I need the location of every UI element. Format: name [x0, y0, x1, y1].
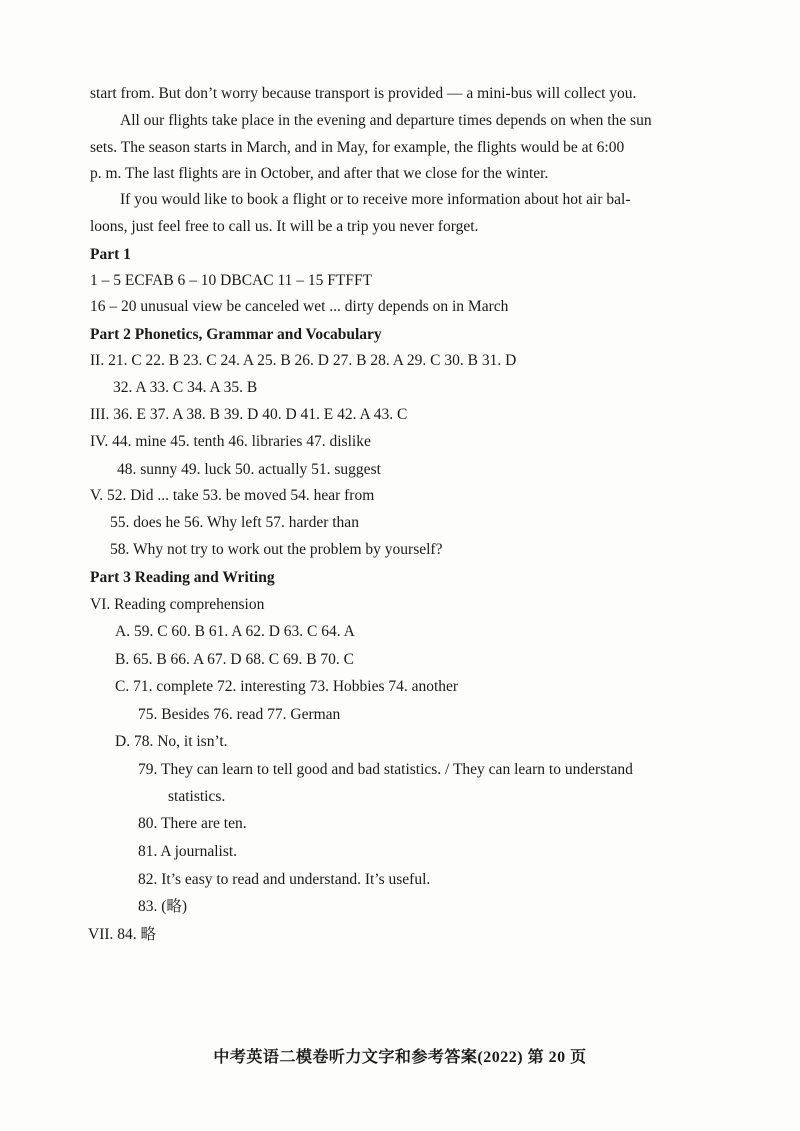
answer-83: 83. (略): [138, 898, 188, 915]
section-v-line-2: 55. does he 56. Why left 57. harder than: [110, 514, 359, 531]
page-footer: 中考英语二模卷听力文字和参考答案(2022) 第 20 页: [213, 1049, 587, 1066]
passage-line-6: loons, just feel free to call us. It will be a trip you never forget.: [90, 218, 479, 235]
section-b-line: B. 65. B 66. A 67. D 68. C 69. B 70. C: [115, 651, 354, 668]
passage-line-4: p. m. The last flights are in October, and after that we close for the winter.: [90, 165, 549, 182]
section-a-line: A. 59. C 60. B 61. A 62. D 63. C 64. A: [115, 623, 355, 640]
section-v-line-1: V. 52. Did ... take 53. be moved 54. hear from: [90, 487, 375, 504]
part1-heading: Part 1: [90, 246, 131, 263]
answer-81: 81. A journalist.: [138, 843, 238, 860]
section-vii-line: VII. 84. 略: [88, 926, 157, 943]
part1-answers-1: 1 – 5 ECFAB 6 – 10 DBCAC 11 – 15 FTFFT: [90, 272, 373, 289]
part3-heading: Part 3 Reading and Writing: [90, 569, 275, 586]
passage-line-1: start from. But don’t worry because transport is provided — a mini-bus will collect you.: [90, 85, 637, 102]
section-ii-line-1: II. 21. C 22. B 23. C 24. A 25. B 26. D 27. B 28. A 29. C 30. B 31. D: [90, 352, 517, 369]
section-c-line-2: 75. Besides 76. read 77. German: [138, 706, 341, 723]
section-vi-heading: VI. Reading comprehension: [90, 596, 265, 613]
passage-line-5: If you would like to book a flight or to receive more information about hot air bal-: [120, 191, 631, 208]
section-v-line-3: 58. Why not try to work out the problem by yourself?: [110, 541, 443, 558]
passage-line-3: sets. The season starts in March, and in May, for example, the flights would be at 6:00: [90, 139, 625, 156]
section-d-line: D. 78. No, it isn’t.: [115, 733, 228, 750]
answer-80: 80. There are ten.: [138, 815, 247, 832]
answer-79-line-2: statistics.: [168, 788, 226, 805]
passage-line-2: All our flights take place in the evening and departure times depends on when the sun: [120, 112, 652, 129]
section-ii-line-2: 32. A 33. C 34. A 35. B: [113, 379, 258, 396]
answer-82: 82. It’s easy to read and understand. It’s useful.: [138, 871, 431, 888]
answer-79-line-1: 79. They can learn to tell good and bad statistics. / They can learn to understand: [138, 761, 633, 778]
section-iii-line: III. 36. E 37. A 38. B 39. D 40. D 41. E 42. A 43. C: [90, 406, 408, 423]
section-iv-line-2: 48. sunny 49. luck 50. actually 51. suggest: [117, 461, 381, 478]
section-c-line-1: C. 71. complete 72. interesting 73. Hobbies 74. another: [115, 678, 459, 695]
part1-answers-2: 16 – 20 unusual view be canceled wet ... dirty depends on in March: [90, 298, 509, 315]
part2-heading: Part 2 Phonetics, Grammar and Vocabulary: [90, 326, 382, 343]
section-iv-line-1: IV. 44. mine 45. tenth 46. libraries 47. dislike: [90, 433, 371, 450]
